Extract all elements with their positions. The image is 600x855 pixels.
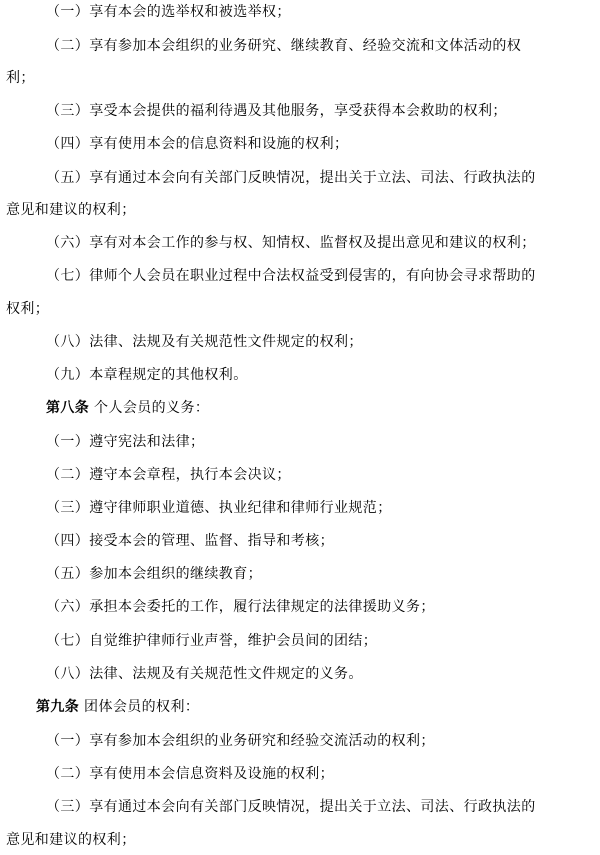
- article-8-title: 个人会员的义务：: [89, 400, 210, 416]
- right-item-9: （九）本章程规定的其他权利。: [46, 367, 248, 383]
- right-item-7: （七）律师个人会员在职业过程中合法权益受到侵害的，有向协会寻求帮助的: [46, 268, 536, 284]
- right-item-2-cont: 利；: [6, 70, 35, 86]
- duty-item-1: （一）遵守宪法和法律；: [46, 434, 205, 450]
- group-right-item-3: （三）享有通过本会向有关部门反映情况，提出关于立法、司法、行政执法的: [46, 799, 536, 815]
- article-9-heading: [36, 697, 199, 717]
- duty-item-3: （三）遵守律师职业道德、执业纪律和律师行业规范；: [46, 500, 392, 516]
- duty-item-8: （八）法律、法规及有关规范性文件规定的义务。: [46, 666, 363, 682]
- article-8-heading: [46, 398, 209, 418]
- right-item-5-cont: 意见和建议的权利；: [6, 202, 136, 218]
- group-right-item-3-cont: 意见和建议的权利；: [6, 832, 136, 848]
- duty-item-7: （七）自觉维护律师行业声誉，维护会员间的团结；: [46, 633, 378, 649]
- right-item-2: （二）享有参加本会组织的业务研究、继续教育、经验交流和文体活动的权: [46, 38, 522, 54]
- article-9-number: 第九条: [36, 699, 80, 715]
- group-right-item-2: （二）享有使用本会信息资料及设施的权利；: [46, 766, 334, 782]
- duty-item-2: （二）遵守本会章程，执行本会决议；: [46, 467, 291, 483]
- duty-item-5: （五）参加本会组织的继续教育；: [46, 566, 262, 582]
- article-8-number: 第八条: [46, 400, 90, 416]
- duty-item-6: （六）承担本会委托的工作，履行法律规定的法律援助义务；: [46, 599, 435, 615]
- article-9-title: 团体会员的权利：: [79, 699, 200, 715]
- right-item-1: （一）享有本会的选举权和被选举权；: [46, 4, 291, 20]
- right-item-3: （三）享受本会提供的福利待遇及其他服务，享受获得本会救助的权利；: [46, 103, 507, 119]
- right-item-5: （五）享有通过本会向有关部门反映情况，提出关于立法、司法、行政执法的: [46, 170, 536, 186]
- group-right-item-1: （一）享有参加本会组织的业务研究和经验交流活动的权利；: [46, 733, 435, 749]
- right-item-4: （四）享有使用本会的信息资料和设施的权利；: [46, 136, 349, 152]
- right-item-7-cont: 权利；: [6, 301, 50, 317]
- right-item-8: （八）法律、法规及有关规范性文件规定的权利；: [46, 334, 363, 350]
- duty-item-4: （四）接受本会的管理、监督、指导和考核；: [46, 533, 334, 549]
- right-item-6: （六）享有对本会工作的参与权、知情权、监督权及提出意见和建议的权利；: [46, 235, 536, 251]
